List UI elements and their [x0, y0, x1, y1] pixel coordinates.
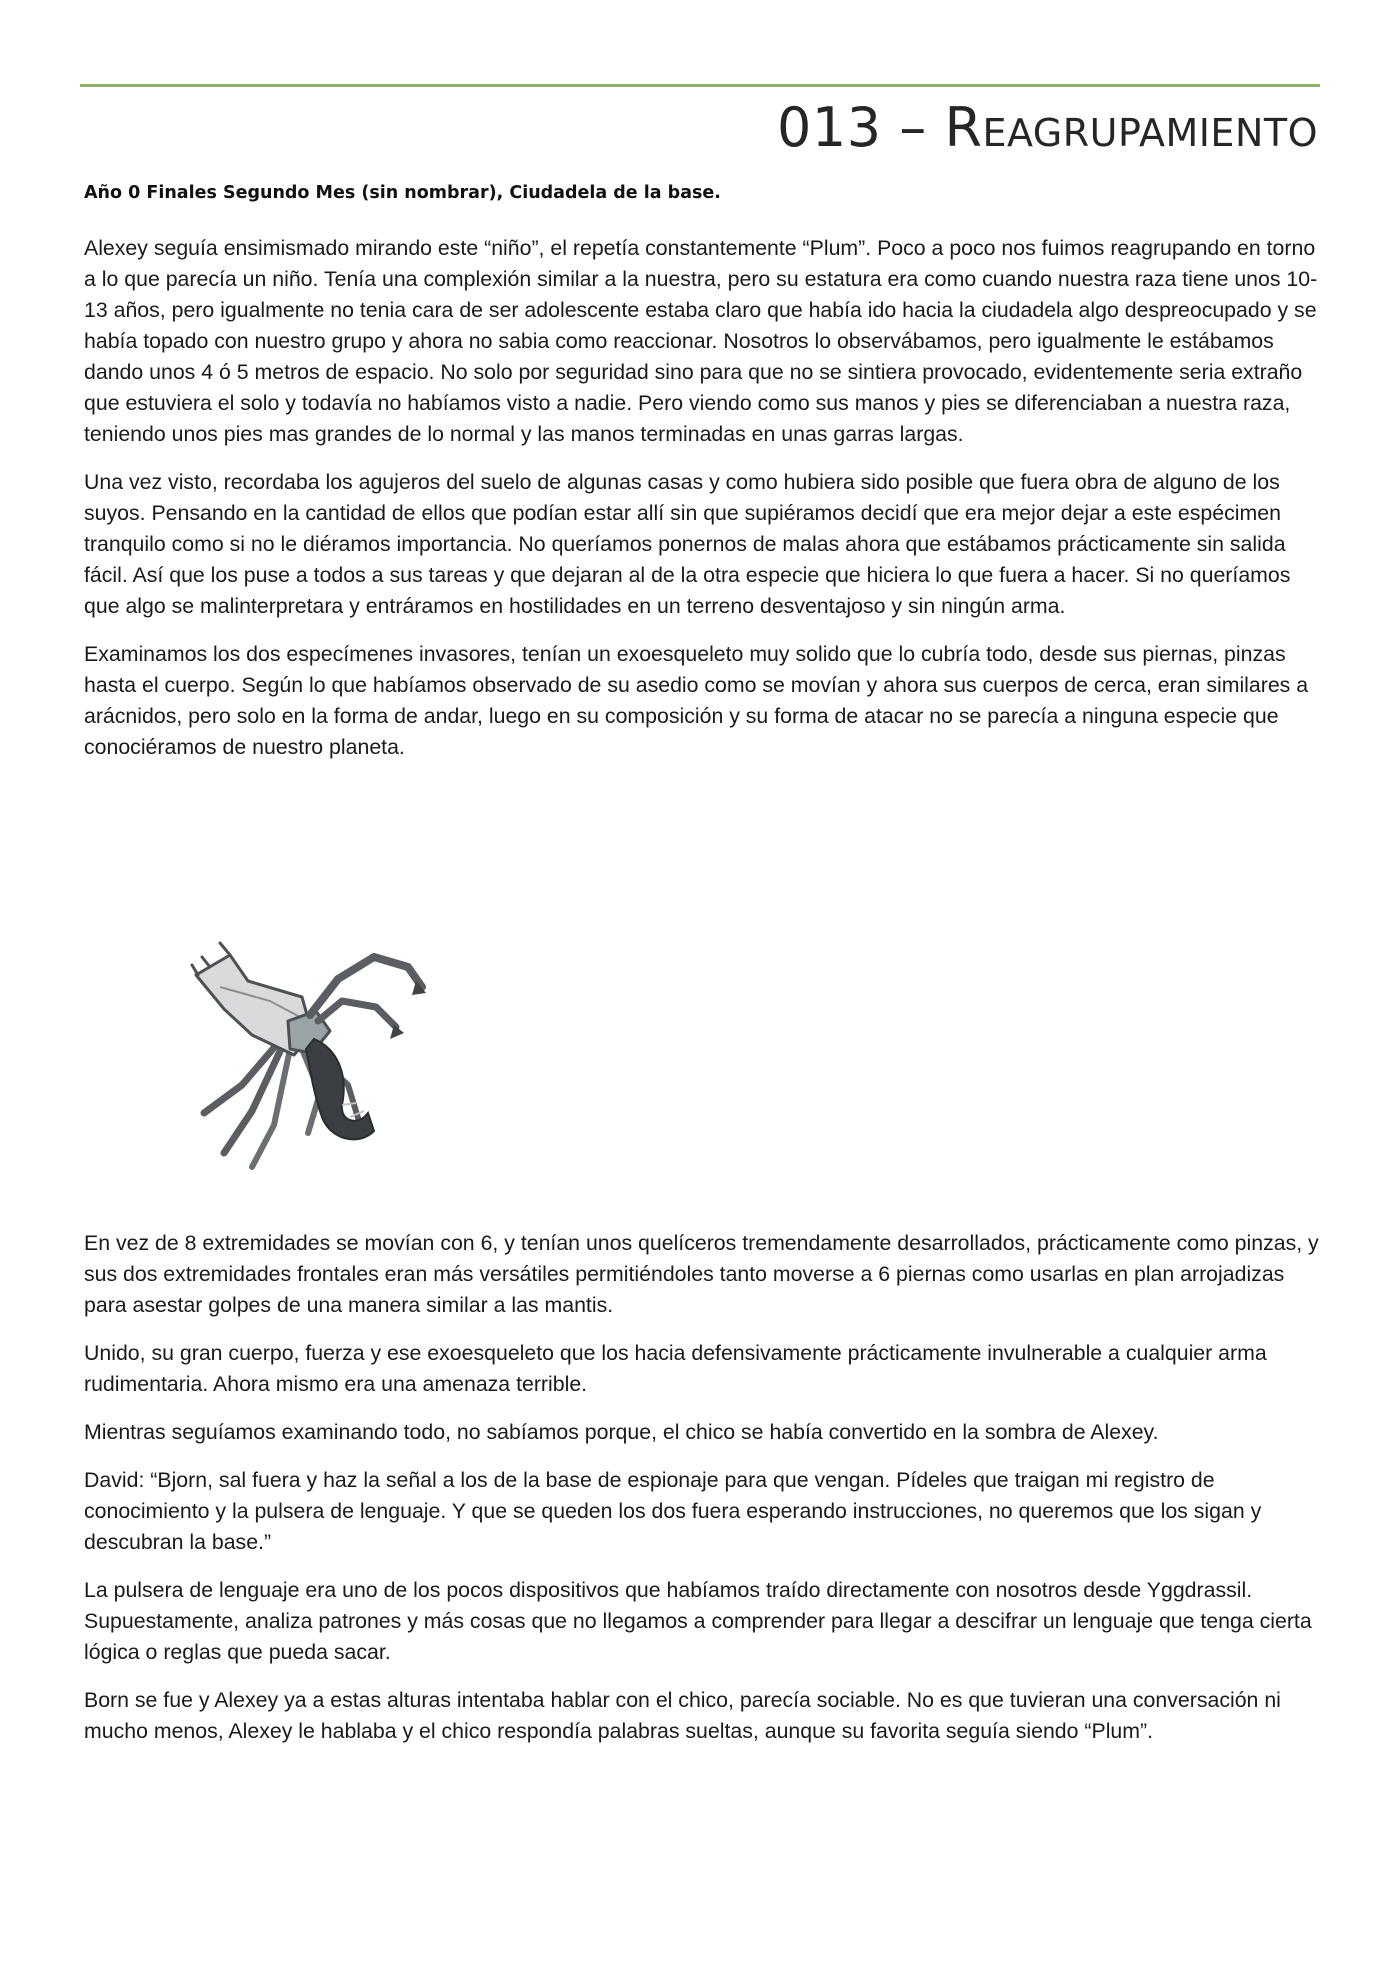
paragraph: Born se fue y Alexey ya a estas alturas intentaba hablar con el chico, parecía sociable. No es que tuvieran una conversación ni mucho menos, Alexey le hablaba y el chico respondía palabras sueltas, aunque su favorita seguía siendo “Plum”.	[84, 1688, 1281, 1743]
paragraph: Alexey seguía ensimismado mirando este “niño”, el repetía constantemente “Plum”. Poco a poco nos fuimos reagrupando en torno a lo que parecía un niño. Tenía una complexión similar a la nuestra, pero su estatura era como cuando nuestra raza tiene unos 10-13 años, pero igualmente no tenia cara de ser adolescente estaba claro que había ido hacia la ciudadela algo despreocupado y se había topado con nuestro grupo y ahora no sabia como reaccionar. Nosotros lo observábamos, pero igualmente le estábamos dando unos 4 ó 5 metros de espacio. No solo por seguridad sino para que no se sintiera provocado, evidentemente seria extraño que estuviera el solo y todavía no habíamos visto a nadie. Pero viendo como sus manos y pies se diferenciaban a nuestra raza, teniendo unos pies mas grandes de lo normal y las manos terminadas en unas garras largas.	[84, 236, 1318, 446]
chapter-title	[777, 96, 1318, 159]
chapter-word: Reagrupamiento	[944, 96, 1318, 159]
paragraph: David: “Bjorn, sal fuera y haz la señal a los de la base de espionaje para que vengan. Pídeles que traigan mi registro de conocimiento y la pulsera de lenguaje. Y que se queden los dos fuera esperando instrucciones, no queremos que los sigan y descubran la base.”	[84, 1468, 1262, 1554]
paragraph: La pulsera de lenguaje era uno de los pocos dispositivos que habíamos traído directamente con nosotros desde Yggdrassil. Supuestamente, analiza patrones y más cosas que no llegamos a comprender para llegar a descifrar un lenguaje que tenga cierta lógica o reglas que pueda sacar.	[84, 1578, 1312, 1664]
body-text-top	[84, 233, 1324, 763]
body-text-bottom	[84, 1228, 1324, 1747]
arachnid-creature-illustration	[190, 935, 430, 1175]
chapter-number: 013	[777, 96, 882, 159]
paragraph: Unido, su gran cuerpo, fuerza y ese exoesqueleto que los hacia defensivamente prácticamente invulnerable a cualquier arma rudimentaria. Ahora mismo era una amenaza terrible.	[84, 1341, 1267, 1396]
paragraph: En vez de 8 extremidades se movían con 6, y tenían unos quelíceros tremendamente desarrollados, prácticamente como pinzas, y sus dos extremidades frontales eran más versátiles permitiéndoles tanto moverse a 6 piernas como usarlas en plan arrojadizas para asestar golpes de una manera similar a las mantis.	[84, 1231, 1319, 1317]
paragraph: Una vez visto, recordaba los agujeros del suelo de algunas casas y como hubiera sido posible que fuera obra de alguno de los suyos. Pensando en la cantidad de ellos que podían estar allí sin que supiéramos decidí que era mejor dejar a este espécimen tranquilo como si no le diéramos importancia. No queríamos ponernos de malas ahora que estábamos prácticamente sin salida fácil. Así que los puse a todos a sus tareas y que dejaran al de la otra especie que hiciera lo que fuera a hacer. Si no queríamos que algo se malinterpretara y entráramos en hostilidades en un terreno desventajoso y sin ningún arma.	[84, 470, 1291, 618]
header-rule	[80, 84, 1320, 87]
paragraph: Mientras seguíamos examinando todo, no sabíamos porque, el chico se había convertido en la sombra de Alexey.	[84, 1420, 1159, 1444]
paragraph: Examinamos los dos especímenes invasores, tenían un exoesqueleto muy solido que lo cubría todo, desde sus piernas, pinzas hasta el cuerpo. Según lo que habíamos observado de su asedio como se movían y ahora sus cuerpos de cerca, eran similares a arácnidos, pero solo en la forma de andar, luego en su composición y su forma de atacar no se parecía a ninguna especie que conociéramos de nuestro planeta.	[84, 642, 1309, 759]
creature-icon	[190, 935, 430, 1175]
date-line: Año 0 Finales Segundo Mes (sin nombrar), Ciudadela de la base.	[84, 183, 721, 203]
chapter-dash: –	[899, 96, 927, 159]
